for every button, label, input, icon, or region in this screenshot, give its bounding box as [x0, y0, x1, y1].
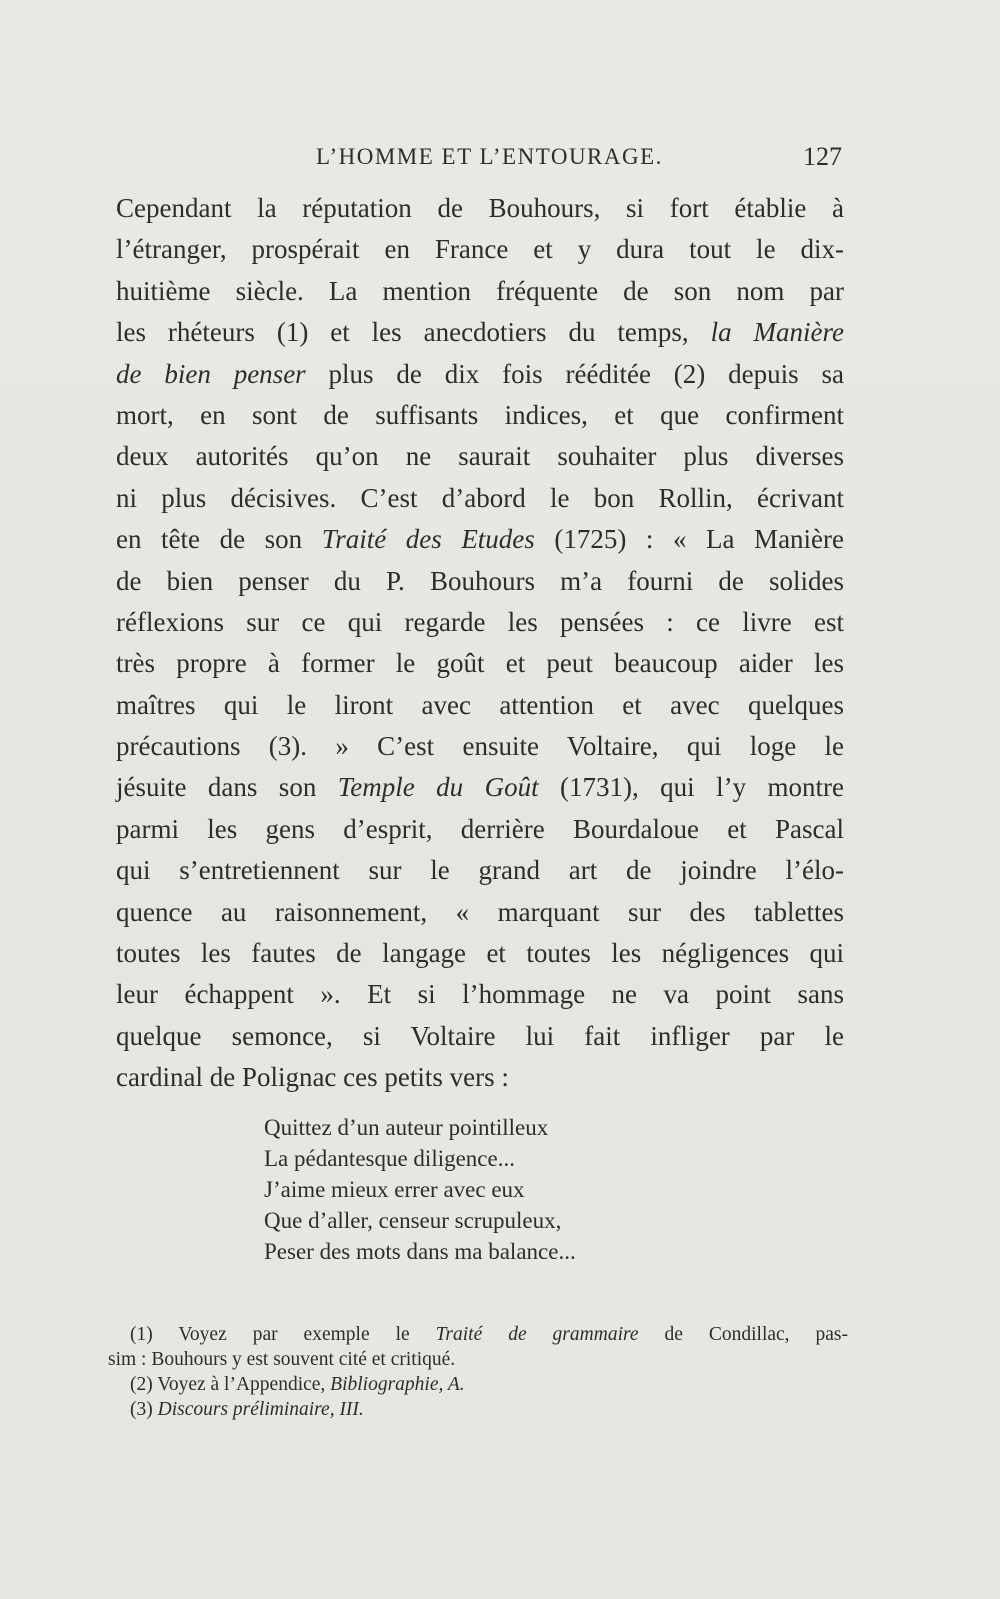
text-run: réflexions sur ce qui regarde les pensées : ce livre est	[116, 606, 844, 637]
text-run: (1725) : « La Manière	[534, 524, 845, 555]
running-title: L’HOMME ET L’ENTOURAGE.	[316, 144, 663, 169]
body-line	[116, 892, 844, 933]
running-head	[120, 144, 842, 184]
text-run: huitième siècle. La mention fréquente de son nom par	[116, 275, 844, 306]
text-run: cardinal de Polignac ces petits vers :	[116, 1062, 509, 1093]
body-line	[116, 436, 844, 477]
text-run: (3)	[130, 1399, 158, 1420]
body-line	[116, 229, 844, 270]
text-run: leur échappent ». Et si l’hommage ne va point sans	[116, 979, 844, 1010]
italic-title: Discours préliminaire, III.	[157, 1399, 364, 1420]
body-line	[116, 271, 844, 312]
text-run: quelque semonce, si Voltaire lui fait infliger par le	[116, 1020, 844, 1051]
italic-title: de bien penser	[116, 358, 306, 389]
text-run: deux autorités qu’on ne saurait souhaiter plus diverses	[116, 441, 844, 472]
body-line	[116, 561, 844, 602]
verse-line: Que d’aller, censeur scrupuleux,	[264, 1208, 562, 1233]
verse-line: Quittez d’un auteur pointilleux	[264, 1115, 549, 1140]
verse-line: Peser des mots dans ma balance...	[264, 1239, 576, 1264]
body-line	[116, 188, 844, 229]
body-line	[116, 974, 844, 1015]
body-line	[116, 809, 844, 850]
body-line	[116, 850, 844, 891]
text-run: (1731), qui l’y montre	[538, 772, 844, 803]
text-run: mort, en sont de suffisants indices, et que confirment	[116, 399, 844, 430]
text-run: précautions (3). » C’est ensuite Voltaire, qui loge le	[116, 731, 844, 762]
verse-line: La pédantesque diligence...	[264, 1146, 515, 1171]
text-run: de Condillac, pas-	[638, 1324, 848, 1345]
footnote-line	[108, 1397, 848, 1422]
text-run: Cependant la réputation de Bouhours, si fort établie à	[116, 193, 844, 223]
italic-title: Temple du Goût	[337, 772, 539, 803]
footnote-line	[108, 1347, 848, 1372]
footnote-line	[108, 1322, 848, 1347]
text-run: ni plus décisives. C’est d’abord le bon Rollin, écrivant	[116, 482, 844, 513]
body-line	[116, 685, 844, 726]
text-run: en tête de son	[116, 524, 322, 555]
text-run: sim : Bouhours y est souvent cité et critiqué.	[108, 1349, 456, 1370]
text-run: plus de dix fois rééditée (2) depuis sa	[305, 358, 845, 389]
body-line	[116, 1016, 844, 1057]
body-line	[116, 1057, 844, 1098]
text-run: (1) Voyez par exemple le	[130, 1324, 436, 1345]
text-run: les rhéteurs (1) et les anecdotiers du temps,	[116, 317, 711, 348]
body-paragraph	[116, 188, 844, 1099]
body-line	[116, 519, 844, 560]
text-run: très propre à former le goût et peut beaucoup aider les	[116, 648, 844, 679]
body-line	[116, 643, 844, 684]
body-line	[116, 395, 844, 436]
italic-title: Traité des Etudes	[321, 524, 535, 555]
text-run: l’étranger, prospérait en France et y dura tout le dix-	[116, 234, 844, 265]
text-run: maîtres qui le liront avec attention et avec quelques	[116, 689, 844, 720]
italic-title: la Manière	[710, 317, 844, 348]
italic-title: Bibliographie, A.	[330, 1374, 465, 1395]
verse-line: J’aime mieux errer avec eux	[264, 1177, 525, 1202]
text-run: qui s’entretiennent sur le grand art de joindre l’élo-	[116, 855, 844, 886]
body-line	[116, 602, 844, 643]
footnote-line	[108, 1372, 848, 1397]
body-line	[116, 354, 844, 395]
text-run: de bien penser du P. Bouhours m’a fourni de solides	[116, 565, 844, 596]
text-run: parmi les gens d’esprit, derrière Bourdaloue et Pascal	[116, 813, 844, 844]
italic-title: Traité de grammaire	[435, 1324, 639, 1345]
verse-quotation	[264, 1112, 744, 1267]
body-line	[116, 312, 844, 353]
body-line	[116, 933, 844, 974]
text-run: (2) Voyez à l’Appendice,	[130, 1374, 331, 1395]
body-line	[116, 726, 844, 767]
text-run: jésuite dans son	[116, 772, 338, 803]
text-run: quence au raisonnement, « marquant sur des tablettes	[116, 896, 844, 927]
page-number: 127	[803, 142, 842, 171]
body-line	[116, 767, 844, 808]
body-line	[116, 478, 844, 519]
footnotes	[108, 1322, 848, 1422]
text-run: toutes les fautes de langage et toutes les négligences qui	[116, 938, 844, 969]
